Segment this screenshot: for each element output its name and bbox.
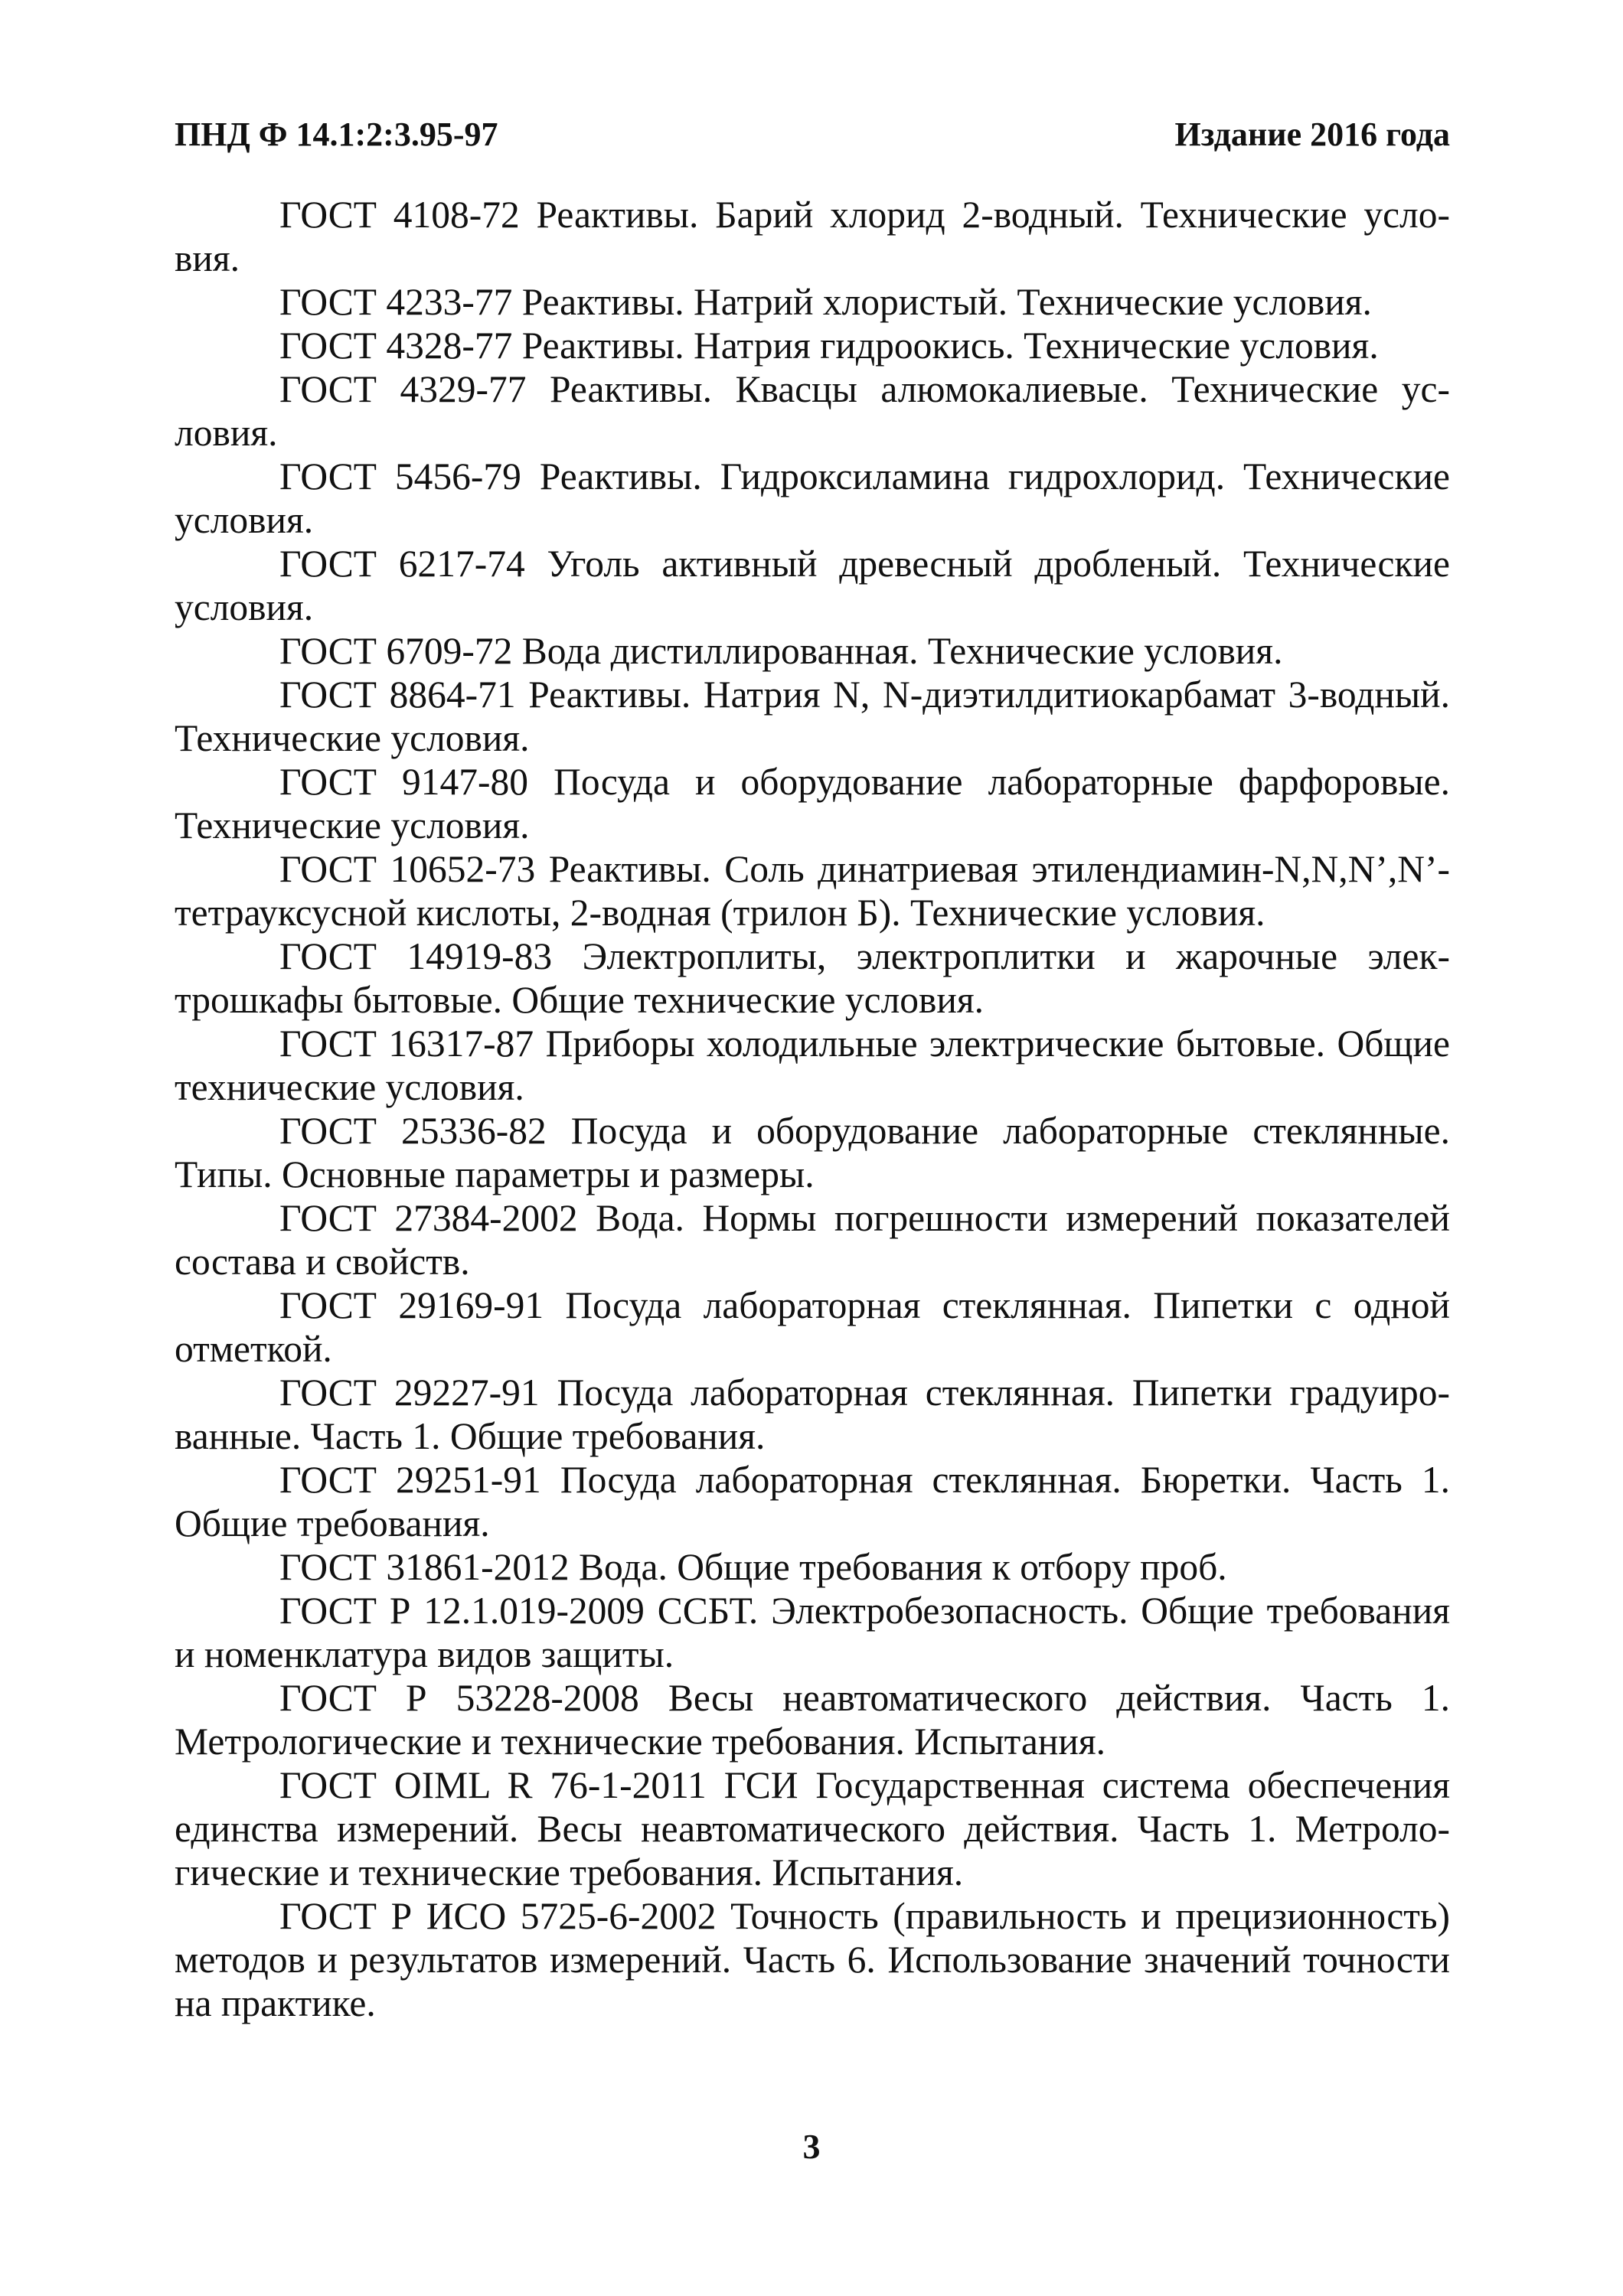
reference-item: ГОСТ 4108-72 Реактивы. Барий хлорид 2-водный. Технические условия. xyxy=(175,194,1450,279)
reference-item: ГОСТ 10652-73 Реактивы. Соль динатриевая этилендиамин-N,N,N’,N’- тетрауксусной кислоты, 2-водная (трилон Б). Технические условия. xyxy=(175,848,1450,934)
reference-item: ГОСТ 29169-91 Посуда лабораторная стеклянная. Пипетки с одной отметкой. xyxy=(175,1284,1450,1370)
reference-item: ГОСТ 8864-71 Реактивы. Натрия N, N-диэтилдитиокарбамат 3-водный. Технические условия. xyxy=(175,673,1450,759)
edition-label: Издание 2016 года xyxy=(1174,116,1450,153)
page-number: 3 xyxy=(802,2127,821,2166)
reference-item: ГОСТ 9147-80 Посуда и оборудование лабораторные фарфоровые. Технические условия. xyxy=(175,761,1450,846)
reference-item: ГОСТ Р 53228-2008 Весы неавтоматического действия. Часть 1. Метрологические и технические требования. Испытания. xyxy=(175,1677,1450,1763)
reference-item: ГОСТ Р ИСО 5725-6-2002 Точность (правильность и прецизионность) методов и результатов измерений. Часть 6. Использование значений точности на практике. xyxy=(175,1895,1450,2024)
reference-item: ГОСТ 27384-2002 Вода. Нормы погрешности измерений показателей состава и свойств. xyxy=(175,1197,1450,1283)
reference-item: ГОСТ 6217-74 Уголь активный древесный дробленый. Технические условия. xyxy=(175,543,1450,628)
reference-item: ГОСТ 6709-72 Вода дистиллированная. Технические условия. xyxy=(279,630,1283,672)
reference-item: ГОСТ 16317-87 Приборы холодильные электрические бытовые. Общие технические условия. xyxy=(175,1022,1450,1108)
normative-references-list xyxy=(175,193,1450,2025)
reference-item: ГОСТ 29227-91 Посуда лабораторная стеклянная. Пипетки градуированные. Часть 1. Общие требования. xyxy=(175,1371,1450,1457)
reference-item: ГОСТ 14919-83 Электроплиты, электроплитки и жарочные электрошкафы бытовые. Общие технические условия. xyxy=(175,935,1450,1021)
reference-item: ГОСТ 5456-79 Реактивы. Гидроксиламина гидрохлорид. Технические условия. xyxy=(175,455,1450,541)
reference-item: ГОСТ OIML R 76-1-2011 ГСИ Государственная система обеспечения единства измерений. Весы неавтоматического действия. Часть 1. Метрологические и технические требования. Испытания. xyxy=(175,1764,1450,1893)
reference-item: ГОСТ 4328-77 Реактивы. Натрия гидроокись. Технические условия. xyxy=(279,325,1379,367)
reference-item: ГОСТ 4233-77 Реактивы. Натрий хлористый. Технические условия. xyxy=(279,281,1372,323)
page-header xyxy=(175,115,1450,161)
reference-item: ГОСТ 31861-2012 Вода. Общие требования к отбору проб. xyxy=(279,1546,1227,1588)
reference-item: ГОСТ 4329-77 Реактивы. Квасцы алюмокалиевые. Технические условия. xyxy=(175,368,1450,454)
reference-item: ГОСТ 29251-91 Посуда лабораторная стеклянная. Бюретки. Часть 1. Общие требования. xyxy=(175,1459,1450,1544)
reference-item: ГОСТ Р 12.1.019-2009 ССБТ. Электробезопасность. Общие требования и номенклатура видов защиты. xyxy=(175,1590,1450,1675)
document-code: ПНД Ф 14.1:2:3.95-97 xyxy=(175,116,498,153)
reference-item: ГОСТ 25336-82 Посуда и оборудование лабораторные стеклянные. Типы. Основные параметры и размеры. xyxy=(175,1110,1450,1195)
